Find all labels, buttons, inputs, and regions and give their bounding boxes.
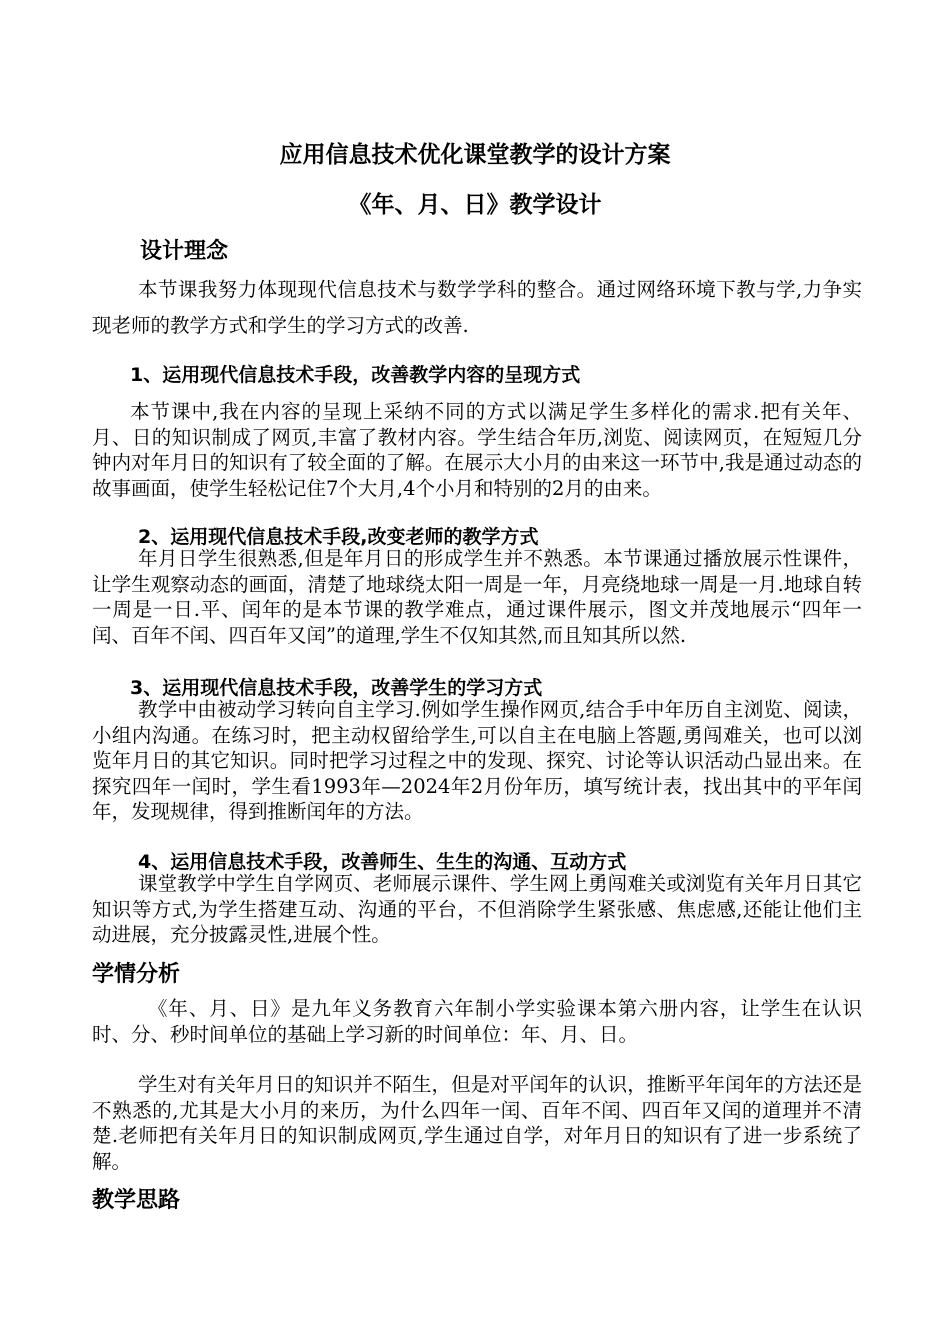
section-heading-design-concept: 设计理念 <box>140 239 229 264</box>
point-1-heading: 1、运用现代信息技术手段，改善教学内容的呈现方式 <box>130 364 581 386</box>
point-2-heading: 2、运用现代信息技术手段,改变老师的教学方式 <box>138 526 539 548</box>
point-4-text: 课堂教学中学生自学网页、老师展示课件、学生网上勇闯难关或浏览有关年月日其它知识等方式,为学生搭建互动、沟通的平台，不但消除学生紧张感、焦虑感,还能让他们主动进展，充分披露灵性,进展个性。 <box>92 872 862 947</box>
point-2-text: 年月日学生很熟悉,但是年月日的形成学生并不熟悉。本节课通过播放展示性课件，让学生观察动态的画面，清楚了地球绕太阳一周是一年，月亮绕地球一周是一月.地球自转一周是一日.平、闰年的是本节课的教学难点，通过课件展示，图文并茂地展示“四年一闰、百年不闰、四百年又闰”的道理,学生不仅知其然,而且知其所以然. <box>92 547 862 647</box>
design-concept-intro: 本节课我努力体现现代信息技术与数学学科的整合。通过网络环境下教与学,力争实现老师的教学方式和学生的学习方式的改善. <box>92 278 862 337</box>
section-heading-teaching-approach: 教学思路 <box>92 1188 181 1213</box>
learner-analysis-paragraph-2: 学生对有关年月日的知识并不陌生，但是对平闰年的认识，推断平年闰年的方法还是不熟悉的,尤其是大小月的来历，为什么四年一闰、百年不闰、四百年又闰的道理并不清楚.老师把有关年月日的知识制成网页,学生通过自学，对年月日的知识有了进一步系统了解。 <box>92 1073 862 1173</box>
point-1-text: 本节课中,我在内容的呈现上采纳不同的方式以满足学生多样化的需求.把有关年、月、日的知识制成了网页,丰富了教材内容。学生结合年历,浏览、阅读网页，在短短几分钟内对年月日的知识有了较全面的了解。在展示大小月的由来这一环节中,我是通过动态的故事画面，使学生轻松记住7个大月,4个小月和特别的2月的由来。 <box>92 400 862 500</box>
learner-analysis-paragraph-1: 《年、月、日》是九年义务教育六年制小学实验课本第六册内容，让学生在认识时、分、秒时间单位的基础上学习新的时间单位：年、月、日。 <box>92 997 862 1046</box>
document-subtitle: 《年、月、日》教学设计 <box>348 192 602 218</box>
document-title: 应用信息技术优化课堂教学的设计方案 <box>279 142 671 168</box>
point-3-text: 教学中由被动学习转向自主学习.例如学生操作网页,结合手中年历自主浏览、阅读，小组内沟通。在练习时，把主动权留给学生,可以自主在电脑上答题,勇闯难关，也可以浏览年月日的其它知识。同时把学习过程之中的发现、探究、讨论等认识活动凸显出来。在探究四年一闰时，学生看1993年—2024年2月份年历，填写统计表，找出其中的平年闰年，发现规律，得到推断闰年的方法。 <box>92 698 862 824</box>
point-4-heading: 4、运用信息技术手段，改善师生、生生的沟通、互动方式 <box>138 851 627 873</box>
point-3-heading: 3、运用现代信息技术手段，改善学生的学习方式 <box>130 677 543 699</box>
section-heading-learner-analysis: 学情分析 <box>92 962 181 987</box>
